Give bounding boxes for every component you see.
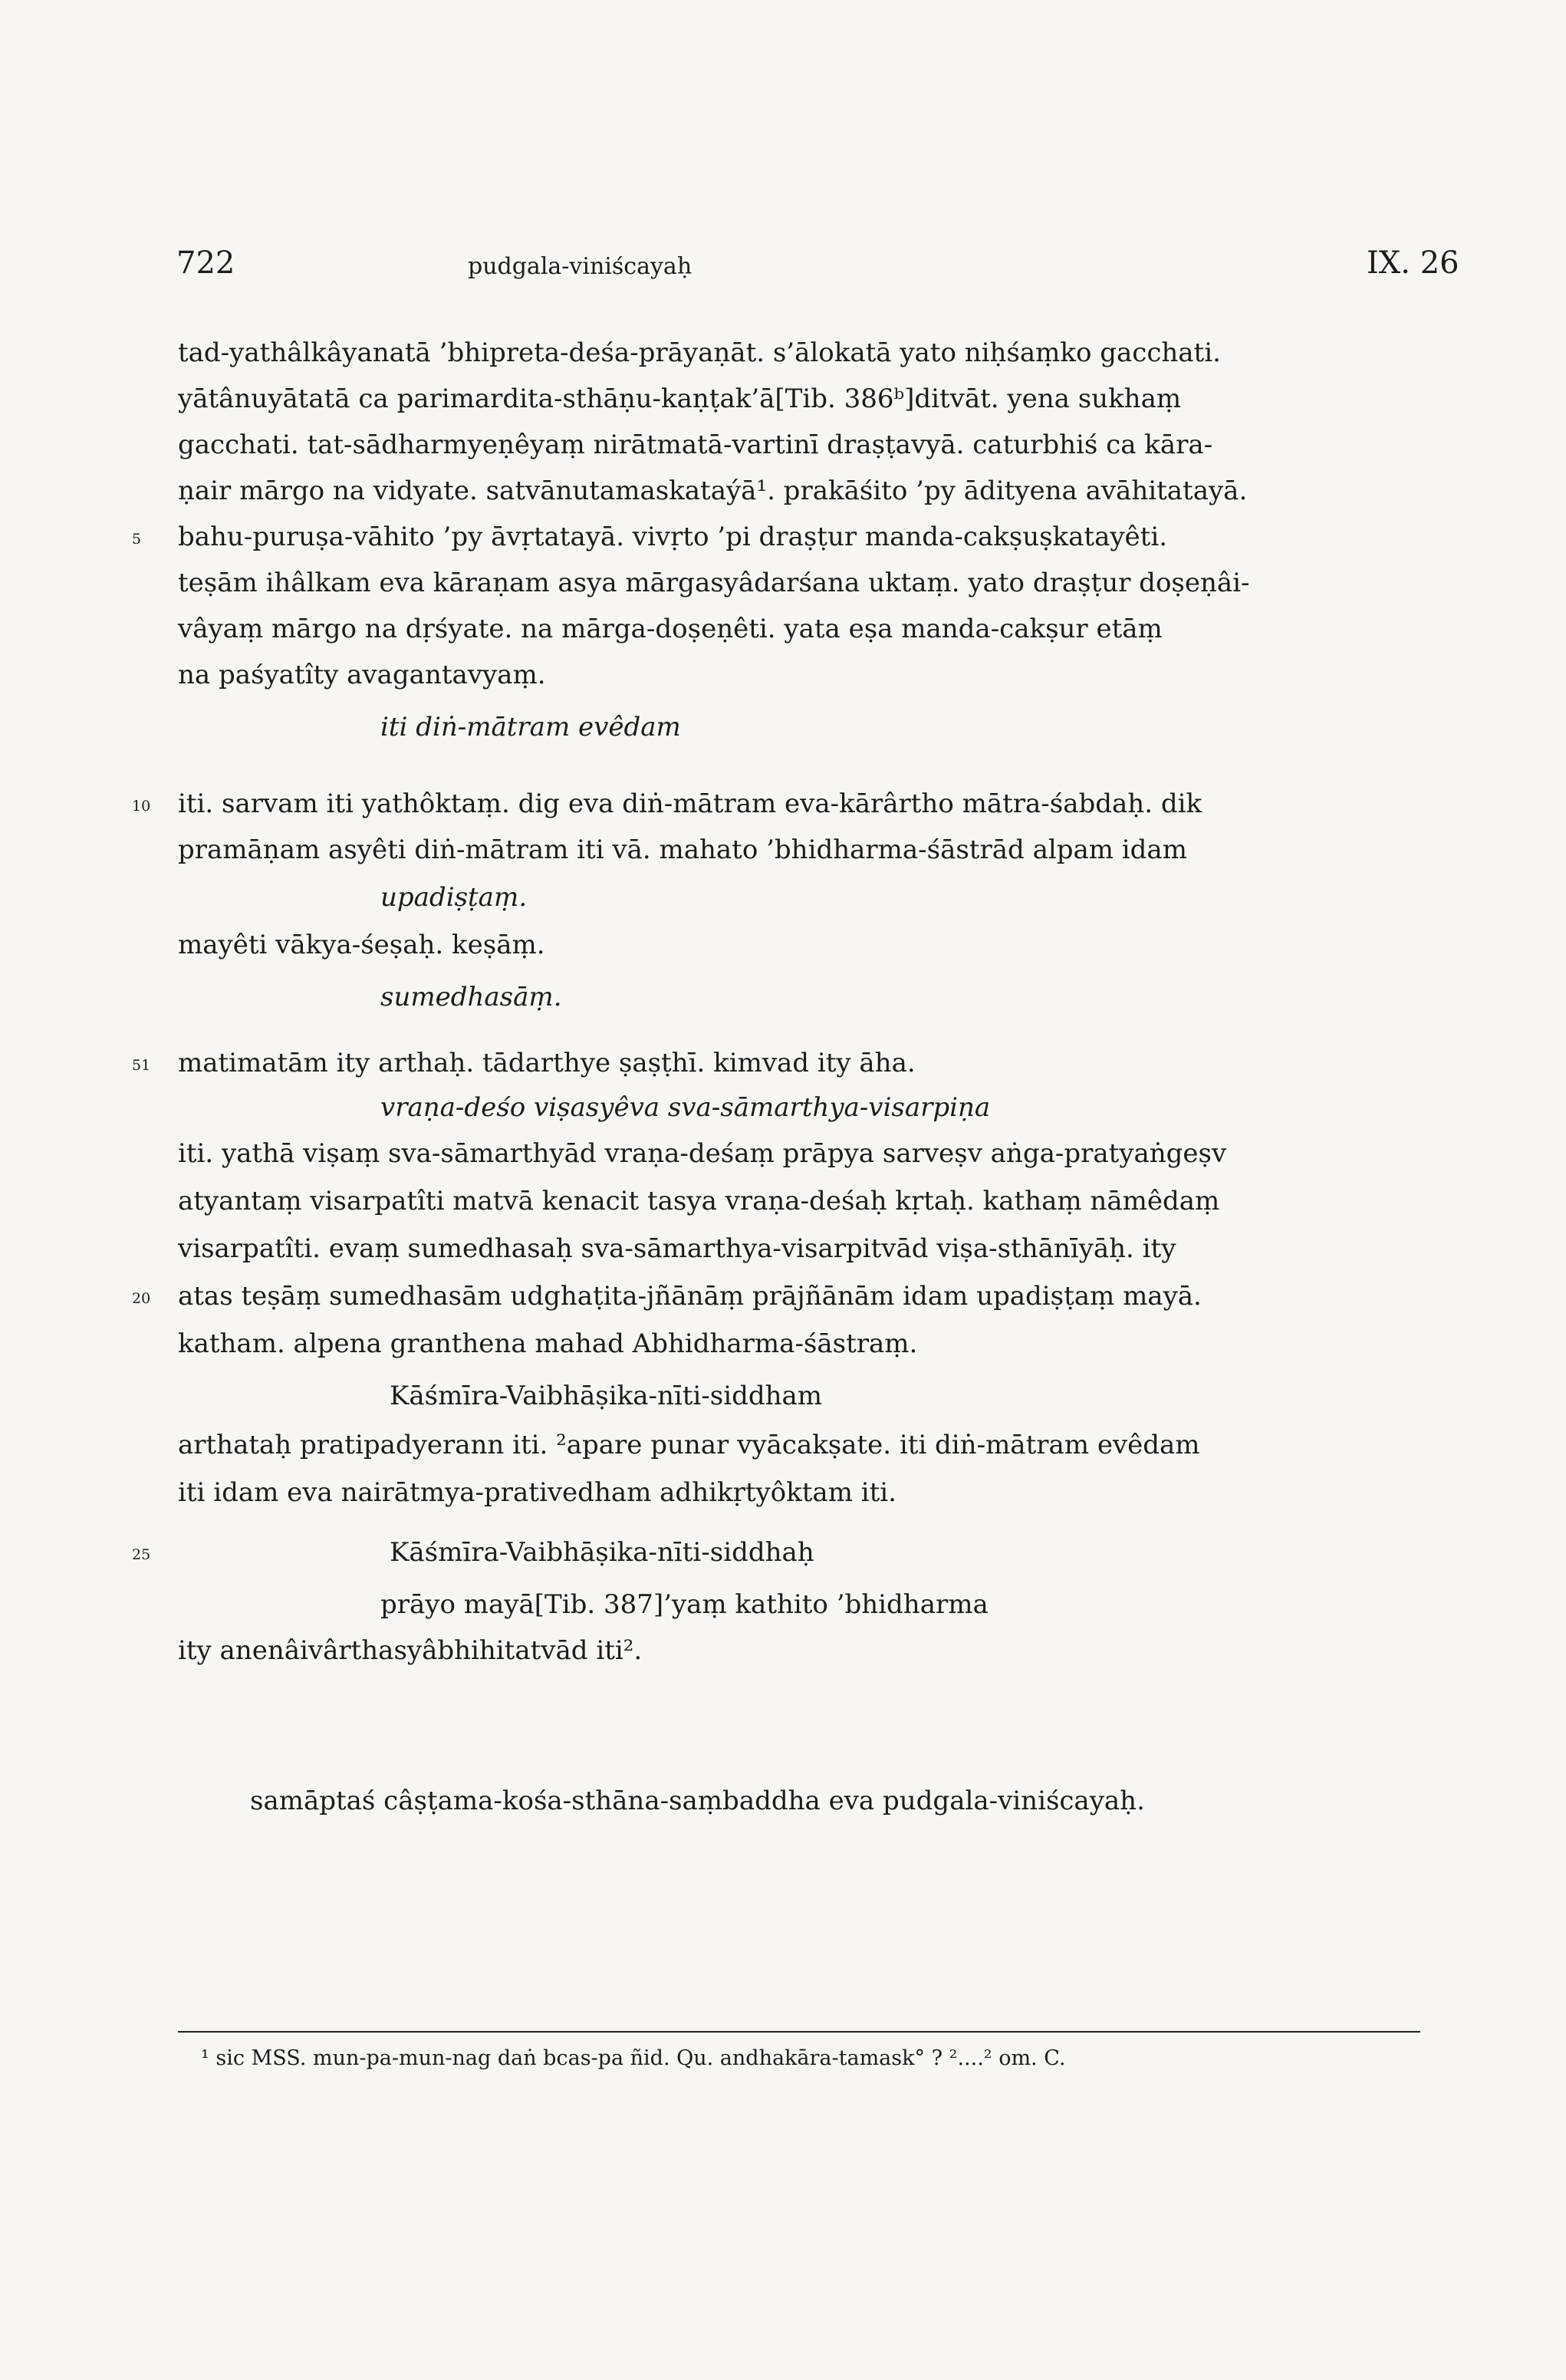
text-line: yātânuyātatā ca parimardita-sthāṇu-kaṇṭak’ā[Tib. 386ᵇ]ditvāt. yena sukhaṃ — [178, 383, 1182, 414]
verse-line: vraṇa-deśo viṣasyêva sva-sāmarthya-visarpiṇa — [380, 1092, 991, 1123]
text-line: na paśyatîty avagantavyaṃ. — [178, 660, 546, 690]
text-line: visarpatîti. evaṃ sumedhasaḥ sva-sāmarthya-visarpitvād viṣa-sthānīyāḥ. ity — [178, 1233, 1176, 1264]
running-title: pudgala-viniścayaḥ — [468, 253, 693, 280]
text-line: atas teṣāṃ sumedhasām udghaṭita-jñānāṃ prājñānām idam upadiṣṭaṃ mayā. — [178, 1281, 1202, 1312]
section-number: IX. 26 — [1367, 245, 1459, 281]
line-number: 10 — [132, 798, 151, 815]
line-number: 25 — [132, 1546, 151, 1563]
text-line: tad-yathâlkâyanatā ’bhipreta-deśa-prāyaṇāt. s’ālokatā yato niḥśaṃko gacchati. — [178, 337, 1221, 368]
text-line: katham. alpena granthena mahad Abhidharma-śāstraṃ. — [178, 1328, 918, 1359]
verse-line: prāyo mayā[Tib. 387]’yaṃ kathito ’bhidharma — [380, 1589, 989, 1620]
line-number: 5 — [132, 531, 142, 548]
text-line: ity anenâivârthasyâbhihitatvād iti². — [178, 1635, 643, 1666]
text-line: iti. sarvam iti yathôktaṃ. dig eva diṅ-mātram eva-kārârtho mātra-śabdaḥ. dik — [178, 788, 1202, 819]
text-line: bahu-puruṣa-vāhito ’py āvṛtatayā. vivṛto ’pi draṣṭur manda-cakṣuṣkatayêti. — [178, 522, 1168, 552]
verse-line: upadiṣṭaṃ. — [380, 882, 528, 913]
verse-line: Kāśmīra-Vaibhāṣika-nīti-siddhaḥ — [390, 1537, 814, 1568]
text-line: pramāṇam asyêti diṅ-mātram iti vā. mahato ’bhidharma-śāstrād alpam idam — [178, 834, 1187, 865]
footnote: ¹ sic MSS. mun-pa-mun-nag daṅ bcas-pa ñid. Qu. andhakāra-tamask° ? ²....² om. C. — [201, 2046, 1066, 2070]
text-line: iti. yathā viṣaṃ sva-sāmarthyād vraṇa-deśaṃ prāpya sarveṣv aṅga-pratyaṅgeṣv — [178, 1138, 1227, 1169]
colophon: samāptaś câṣṭama-kośa-sthāna-saṃbaddha eva pudgala-viniścayaḥ. — [250, 1786, 1145, 1816]
line-number: 51 — [132, 1057, 151, 1074]
footnote-rule — [178, 2031, 1420, 2033]
text-line: atyantaṃ visarpatîti matvā kenacit tasya vraṇa-deśaḥ kṛtaḥ. kathaṃ nāmêdaṃ — [178, 1186, 1220, 1216]
text-line: gacchati. tat-sādharmyeṇêyaṃ nirātmatā-vartinī draṣṭavyā. caturbhiś ca kāra- — [178, 430, 1213, 460]
text-line: arthataḥ pratipadyerann iti. ²apare punar vyācakṣate. iti diṅ-mātram evêdam — [178, 1430, 1200, 1460]
line-number: 20 — [132, 1290, 151, 1307]
text-line: vâyaṃ mārgo na dṛśyate. na mārga-doṣeṇêti. yata eṣa manda-cakṣur etāṃ — [178, 614, 1163, 644]
text-line: mayêti vākya-śeṣaḥ. keṣāṃ. — [178, 930, 545, 960]
text-line: ṇair mārgo na vidyate. satvānutamaskataýā¹. prakāśito ’py ādityena avāhitatayā. — [178, 476, 1248, 506]
text-line: iti idam eva nairātmya-prativedham adhikṛtyôktam iti. — [178, 1477, 897, 1508]
text-line: teṣām ihâlkam eva kāraṇam asya mārgasyâdarśana uktaṃ. yato draṣṭur doṣeṇâi- — [178, 568, 1250, 598]
verse-line: iti diṅ-mātram evêdam — [380, 712, 681, 742]
text-line: matimatām ity arthaḥ. tādarthye ṣaṣṭhī. kimvad ity āha. — [178, 1048, 916, 1078]
verse-line: sumedhasāṃ. — [380, 982, 562, 1012]
verse-line: Kāśmīra-Vaibhāṣika-nīti-siddham — [390, 1381, 823, 1411]
page-number: 722 — [176, 245, 235, 281]
